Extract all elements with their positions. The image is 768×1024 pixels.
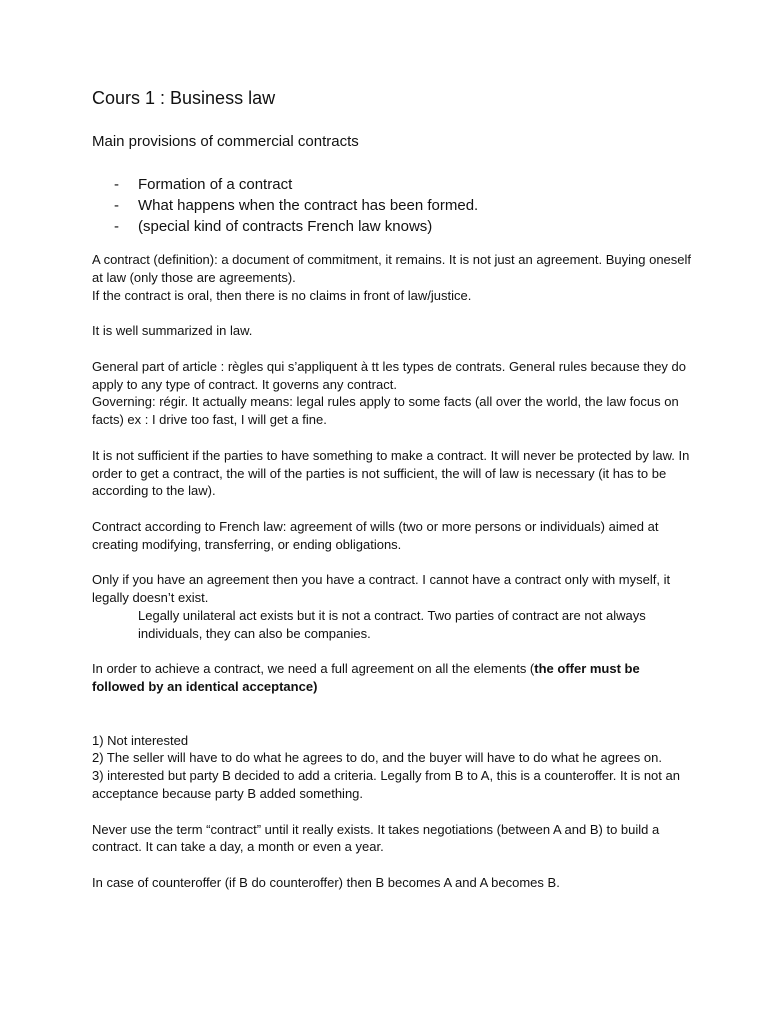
list-item: - (special kind of contracts French law knows) (114, 218, 433, 235)
paragraph-french-law: Contract according to French law: agreement of wills (two or more persons or individuals) aimed at creating modifying, transferring, or ending obligations. (92, 518, 659, 552)
dash-bullet-icon: - (114, 218, 119, 235)
section-heading: Main provisions of commercial contracts (92, 133, 359, 150)
numbered-item: 2) The seller will have to do what he agrees to do, and the buyer will have to do what he agrees on. (92, 750, 662, 766)
paragraph-oral: If the contract is oral, then there is no claims in front of law/justice. (92, 287, 472, 303)
topic-list (92, 174, 692, 237)
paragraph-full-agreement: In order to achieve a contract, we need a full agreement on all the elements (the offer must be followed by an identical acceptance) (92, 661, 640, 695)
list-item: - Formation of a contract (114, 176, 293, 193)
paragraph-summary: It is well summarized in law. (92, 323, 253, 339)
bold-emphasis: the offer must be followed by an identical acceptance) (92, 661, 640, 695)
paragraph-agreement: Only if you have an agreement then you have a contract. I cannot have a contract only with myself, it legally doesn’t exist. (92, 572, 671, 606)
numbered-item: 1) Not interested (92, 732, 189, 748)
paragraph-unilateral: Legally unilateral act exists but it is not a contract. Two parties of contract are not always individuals, they can also be companies. (138, 607, 646, 641)
paragraph-negotiation: Never use the term “contract” until it really exists. It takes negotiations (between A and B) to build a contract. It can take a day, a month or even a year. (92, 821, 660, 855)
numbered-item: 3) interested but party B decided to add a criteria. Legally from B to A, this is a counteroffer. It is not an acceptance because party B added something. (92, 768, 680, 801)
paragraph-counteroffer: In case of counteroffer (if B do counteroffer) then B becomes A and A becomes B. (92, 874, 560, 890)
page-title: Cours 1 : Business law (92, 88, 276, 108)
dash-bullet-icon: - (114, 197, 119, 214)
paragraph-general-part: General part of article : règles qui s’appliquent à tt les types de contrats. General rules because they do apply to any type of contract. It governs any contract. (92, 358, 687, 392)
paragraph-governing: Governing: régir. It actually means: legal rules apply to some facts (all over the world, the law focus on facts) ex : I drive too fast, I will get a fine. (92, 394, 679, 428)
paragraph-definition: A contract (definition): a document of commitment, it remains. It is not just an agreement. Buying oneself at law (only those are agreements). (92, 252, 692, 285)
document-page (92, 86, 692, 892)
dash-bullet-icon: - (114, 176, 119, 193)
list-item: - What happens when the contract has been formed. (114, 197, 479, 214)
paragraph-will-of-parties: It is not sufficient if the parties to have something to make a contract. It will never be protected by law. In order to get a contract, the will of the parties is not sufficient, the will of law is necessary (it has to be according to the law). (92, 447, 690, 499)
